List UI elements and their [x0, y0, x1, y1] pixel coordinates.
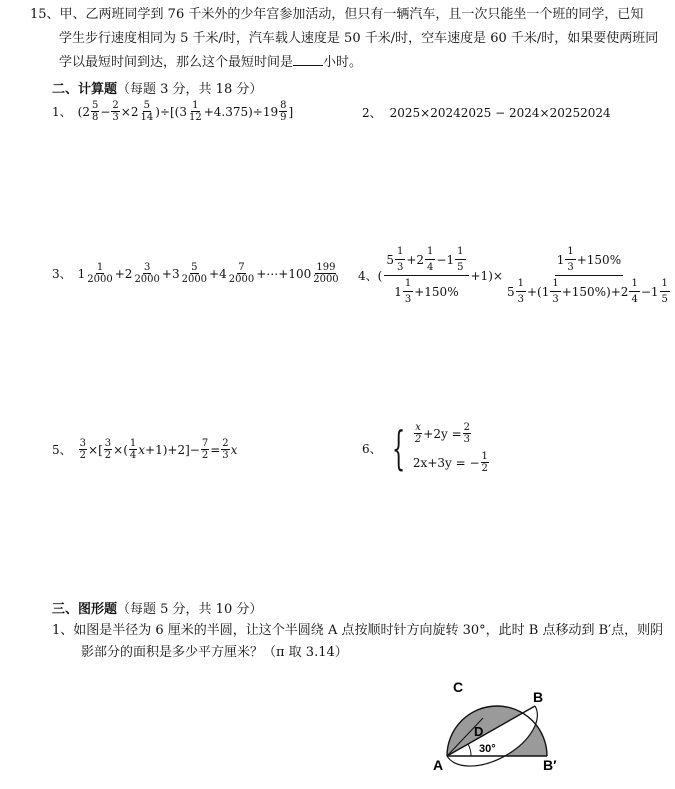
p6-num: 6、 — [362, 441, 382, 456]
p4-n2-frac — [425, 246, 435, 273]
p3-frac-d — [228, 262, 255, 285]
p6-system — [413, 422, 490, 474]
p1-frac4 — [188, 100, 203, 123]
p4-rd1: 5 — [506, 284, 515, 299]
p1-times: ×2 — [120, 104, 139, 119]
p4-d1-frac-num: 1 — [403, 278, 413, 292]
p4-rn-frac — [565, 246, 575, 273]
p5-eq: = — [210, 442, 221, 457]
p6-e1m: +2y = — [423, 426, 462, 441]
p1-frac1-num: 5 — [91, 100, 99, 111]
p6-e1-frac-den: 2 — [414, 434, 422, 445]
p6-eq1 — [413, 422, 490, 445]
p4-rnt: +150% — [576, 252, 622, 267]
p3-frac-d-den: 2000 — [228, 274, 255, 285]
p3-frac-a-num: 1 — [96, 262, 104, 273]
p4-n3: −1 — [436, 252, 455, 267]
label-c: C — [453, 679, 464, 695]
p2-num: 2、 — [362, 106, 382, 120]
section3-label: 三、图形题 — [52, 602, 118, 617]
p6-e1-frac — [414, 422, 422, 445]
p5-d: +1)+2]− — [145, 442, 200, 457]
p4-right-num — [555, 246, 623, 276]
p5-frac-a-den: 2 — [79, 450, 87, 461]
problem-1 — [52, 100, 293, 123]
p4-rd1-frac — [516, 278, 526, 305]
p5-b: ×[ — [88, 442, 103, 457]
p1-frac3-num: 5 — [143, 100, 151, 111]
problem-6 — [362, 422, 490, 474]
label-angle: 30° — [479, 743, 496, 755]
p5-frac-e-den: 2 — [201, 450, 209, 461]
p1-mid: )÷[(3 — [155, 104, 187, 119]
p6-e2: 2x+3y = − — [412, 455, 480, 470]
p5-frac-f-num: 2 — [222, 438, 229, 449]
p4-rd2: +(1 — [526, 284, 550, 299]
p3-a: 1 — [77, 266, 86, 281]
problem-4 — [358, 246, 675, 305]
p4-n2-frac-den: 4 — [427, 262, 434, 273]
p4-rd2-frac — [550, 278, 560, 305]
p4-rn: 1 — [556, 252, 565, 267]
q15-line3-tail: 小时。 — [323, 55, 363, 70]
p5-x1: x — [138, 442, 146, 457]
p3-frac-e-num: 199 — [316, 262, 336, 273]
problem-3 — [52, 262, 341, 285]
p4-rd4-frac — [660, 278, 670, 305]
p4-d1-frac-den: 3 — [404, 294, 412, 305]
p3-frac-b-num: 3 — [143, 262, 151, 273]
p4-rd4-frac-num: 1 — [660, 278, 670, 292]
label-d: D — [474, 724, 484, 739]
p3-b: +2 — [114, 266, 133, 281]
p5-frac-a-num: 3 — [79, 438, 87, 449]
p5-x2: x — [230, 442, 238, 457]
p1-close: ] — [288, 104, 294, 119]
p1-frac5 — [279, 100, 287, 123]
p4-n2-frac-num: 1 — [425, 246, 435, 260]
p3-frac-c — [181, 262, 208, 285]
p1-frac3 — [139, 100, 154, 123]
p4-rd1-frac-den: 3 — [517, 294, 524, 305]
p4-rd3-frac-den: 4 — [631, 294, 638, 305]
p4-n1-frac-num: 1 — [395, 246, 405, 260]
p1-num: 1、 — [52, 105, 72, 119]
p5-frac-b-num: 3 — [104, 438, 112, 449]
p4-rd3: +150%)+2 — [561, 284, 629, 299]
p1-frac2 — [111, 100, 119, 123]
p4-rd2-frac-den: 3 — [552, 294, 559, 305]
p4-n1: 5 — [386, 252, 394, 267]
p4-n3-frac-den: 5 — [457, 262, 464, 273]
p4-d1t: +150% — [414, 284, 459, 299]
p4-num: 4、( — [358, 269, 383, 283]
p1-frac5-num: 8 — [280, 100, 287, 111]
p6-e2r-frac-num: 1 — [481, 451, 488, 462]
p3-frac-a — [86, 262, 113, 285]
p3-num: 3、 — [52, 267, 72, 281]
p4-rd1-frac-num: 1 — [516, 278, 526, 292]
section2-title — [52, 78, 262, 97]
problem-2 — [362, 104, 611, 121]
q15-line2: 学生步行速度相同为 5 千米/时，汽车载人速度是 50 千米/时，空车速度是 60 千米/时，如果要使两班同 — [59, 31, 659, 46]
p4-d1: 1 — [394, 284, 402, 299]
p3-frac-e — [312, 262, 339, 285]
p4-n1-frac — [395, 246, 405, 273]
p4-rd3-frac-num: 1 — [629, 278, 639, 292]
section2-label: 二、计算题 — [52, 82, 118, 97]
p6-e1r-frac-den: 3 — [463, 434, 471, 445]
p6-e2r-frac-den: 2 — [481, 463, 488, 474]
p3-c: +3 — [161, 266, 180, 281]
p1-open: (2 — [77, 104, 90, 119]
p4-rd4: −1 — [640, 284, 659, 299]
p5-c: ×( — [113, 442, 128, 457]
p4-right-fraction — [505, 246, 673, 305]
p5-frac-b — [104, 438, 112, 461]
p5-frac-c-den: 4 — [129, 450, 137, 461]
g1-line2: 影部分的面积是多少平方厘米？（π 取 3.14） — [81, 645, 348, 660]
p4-n1-frac-den: 3 — [396, 262, 404, 273]
p4-left-fraction — [384, 246, 468, 305]
section3-title — [52, 598, 262, 617]
p1-frac2-den: 3 — [112, 112, 119, 123]
p1-frac4-num: 1 — [192, 100, 199, 111]
p4-rn-frac-num: 1 — [565, 246, 575, 260]
p5-frac-f-den: 3 — [222, 450, 229, 461]
p3-frac-b-den: 2000 — [134, 274, 160, 285]
p5-frac-e — [201, 438, 209, 461]
p5-frac-c-num: 1 — [129, 438, 137, 449]
p6-e1r-frac-num: 2 — [463, 422, 471, 433]
label-b: B — [533, 689, 544, 705]
p6-eq2 — [413, 451, 490, 474]
p4-n2: +2 — [406, 252, 425, 267]
p1-frac2-num: 2 — [112, 100, 119, 111]
p4-n3-frac-num: 1 — [455, 246, 465, 260]
p3-d: +4 — [209, 266, 227, 281]
p5-frac-a — [79, 438, 87, 461]
p4-rn-frac-den: 3 — [567, 262, 574, 273]
p4-plus1: +1)× — [470, 268, 503, 283]
p3-frac-c-num: 5 — [191, 262, 198, 273]
p1-frac3-den: 14 — [140, 112, 154, 123]
label-b-prime: B′ — [543, 757, 557, 773]
p3-frac-c-den: 2000 — [181, 274, 208, 285]
p5-frac-c — [129, 438, 137, 461]
answer-blank — [293, 65, 323, 66]
p4-rd3-frac — [629, 278, 639, 305]
q15-line3 — [59, 54, 362, 72]
p6-e1-frac-num: x — [415, 422, 421, 433]
problem-5 — [52, 438, 237, 461]
p1-frac1 — [91, 100, 99, 123]
p1-frac1-den: 8 — [91, 112, 99, 123]
p5-num: 5、 — [52, 443, 72, 457]
section3-note: （每题 5 分，共 10 分） — [117, 602, 263, 617]
brace-symbol: { — [391, 421, 405, 475]
p4-n3-frac — [455, 246, 465, 273]
q15-line3-text: 学以最短时间到达，那么这个最短时间是 — [59, 55, 294, 70]
p4-rd2-frac-num: 1 — [550, 278, 560, 292]
p2-expr: 2025×20242025 − 2024×20252024 — [389, 105, 611, 120]
p4-rd4-frac-den: 5 — [661, 294, 668, 305]
p4-left-den — [392, 276, 460, 305]
p5-frac-f — [221, 438, 229, 461]
p4-left-num — [384, 246, 468, 276]
label-a: A — [433, 757, 444, 773]
g1-line1: 1、如图是半径为 6 厘米的半圆，让这个半圆绕 A 点按顺时针方向旋转 30°，此时 B 点移动到 B′点，则阴 — [52, 623, 664, 638]
p6-e2r-frac — [481, 451, 489, 474]
p3-frac-e-den: 2000 — [313, 274, 339, 285]
section2-note: （每题 3 分，共 18 分） — [117, 82, 263, 97]
p5-frac-b-den: 2 — [104, 450, 112, 461]
p3-frac-b — [133, 262, 160, 285]
semicircle-figure — [425, 670, 575, 785]
p3-frac-d-num: 7 — [238, 262, 245, 273]
p1-frac4-den: 12 — [188, 112, 202, 123]
p1-minus: − — [100, 104, 111, 119]
p3-frac-a-den: 2000 — [87, 274, 113, 285]
p1-tail: +4.375)÷19 — [203, 104, 279, 119]
p3-dots: +⋯+100 — [256, 266, 312, 281]
p1-frac5-den: 9 — [280, 112, 287, 123]
q15-line1: 15、甲、乙两班同学到 76 千米外的少年宫参加活动，但只有一辆汽车，且一次只能坐一个班的同学，已知 — [30, 7, 644, 22]
p4-right-den — [505, 276, 673, 305]
p4-d1-frac — [403, 278, 413, 305]
p6-e1r-frac — [463, 422, 471, 445]
p5-frac-e-num: 7 — [201, 438, 209, 449]
